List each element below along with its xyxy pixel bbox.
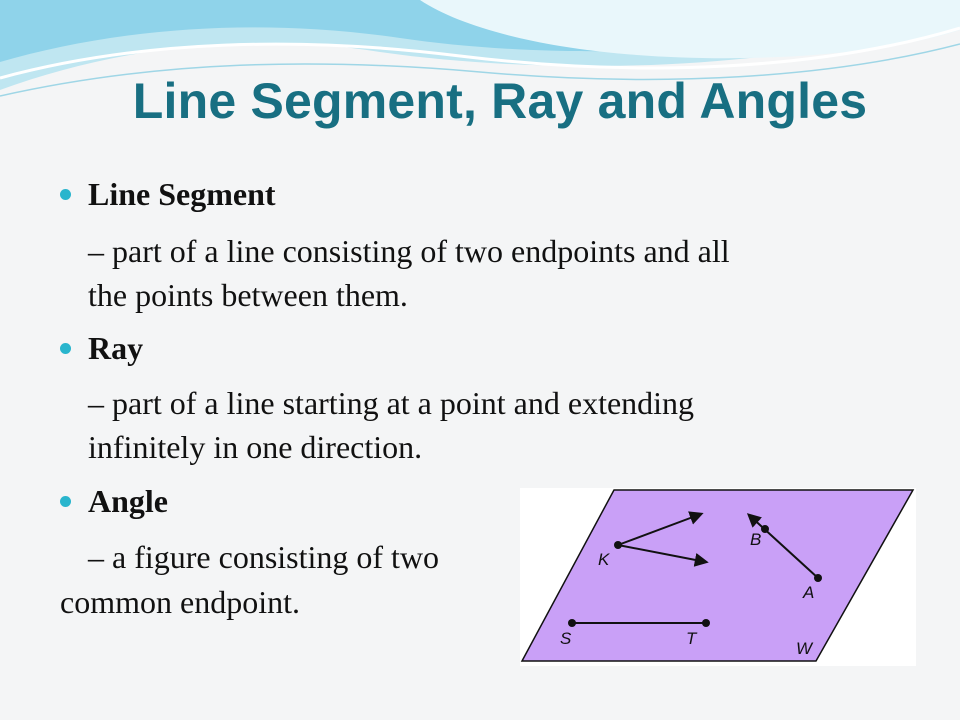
label-s: S [560, 629, 572, 648]
point-a [814, 574, 822, 582]
definition-line-segment-line-1: – part of a line consisting of two endpoints and all [88, 233, 730, 269]
bullet-line-segment [60, 176, 276, 213]
point-s [568, 619, 576, 627]
label-k: K [598, 550, 610, 569]
term-ray: Ray [88, 330, 144, 366]
term-angle: Angle [88, 483, 168, 519]
label-t: T [686, 629, 697, 648]
label-b: B [750, 530, 762, 549]
definition-angle-line-1: – a figure consisting of two [88, 539, 440, 575]
point-b [761, 525, 769, 533]
label-plane-w: W [796, 639, 813, 658]
definition-angle-continuation: common endpoint. [60, 584, 300, 620]
term-line-segment: Line Segment [88, 176, 276, 212]
definition-ray-line-1: – part of a line starting at a point and extending [88, 385, 695, 421]
bullet-dot-icon [60, 189, 71, 200]
point-t [702, 619, 710, 627]
bullet-ray [60, 330, 143, 367]
label-a: A [803, 583, 815, 602]
definition-line-segment-line-2: the points between them. [88, 277, 408, 313]
slide-title: Line Segment, Ray and Angles [132, 73, 868, 129]
bullet-dot-icon [60, 343, 71, 354]
bullet-angle [60, 483, 168, 520]
point-k [614, 541, 622, 549]
geometry-figure [520, 488, 916, 666]
bullet-dot-icon [60, 496, 71, 507]
definition-ray-line-2: infinitely in one direction. [88, 429, 423, 465]
